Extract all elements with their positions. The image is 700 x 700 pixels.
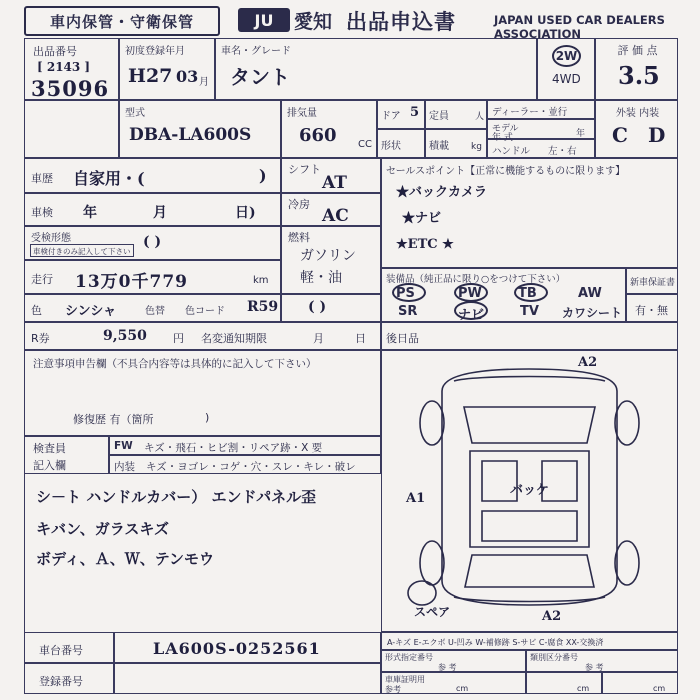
- color-cell: [24, 294, 281, 322]
- diagram-label-a1: A1: [406, 491, 426, 506]
- type-value: DBA-LA600S: [129, 125, 252, 145]
- mileage-cell: [24, 260, 281, 294]
- notice-day: 日: [355, 332, 366, 345]
- sales-point-line-1: ★バックカメラ: [396, 185, 488, 200]
- month-unit: 月: [199, 77, 209, 88]
- notice-month: 月: [313, 332, 324, 345]
- drive-4wd-label: 4WD: [552, 72, 581, 86]
- exterior-grade-value: C: [612, 123, 628, 147]
- drive-badge-text: 2W: [555, 49, 578, 63]
- load-unit: kg: [471, 142, 482, 152]
- interior-items: キズ・ヨゴレ・コゲ・穴・スレ・キレ・破レ: [146, 461, 356, 473]
- r-ticket-cell: [24, 322, 381, 350]
- exhibit-number-spacer: [24, 100, 119, 158]
- garage-dim-3-cell: [602, 672, 678, 694]
- garage-cert-label: 車庫証明用: [385, 675, 425, 684]
- notes-cell: [24, 350, 381, 436]
- storage-label: 車内保管・守衛保管: [49, 12, 194, 31]
- fw-items: キズ・飛石・ヒビ割・リペア跡・X 要: [144, 442, 323, 454]
- handwriting-line-3: ボディ、Ａ、Ｗ、テンモウ: [36, 550, 215, 568]
- registration-value-cell: [114, 663, 381, 694]
- inspection-note: 車検付きのみ記入して下さい: [33, 247, 131, 256]
- shape-label: 形状: [381, 141, 401, 152]
- repair-history-close: ): [205, 411, 210, 424]
- circle-navi: [454, 301, 488, 320]
- garage-unit-3: cm: [653, 684, 666, 693]
- color-code-value: R59: [247, 299, 279, 315]
- history-label: 車歴: [31, 172, 53, 185]
- chassis-value: LA600S-0252561: [153, 639, 321, 658]
- ju-logo: [238, 8, 290, 32]
- fuel-cell: [281, 226, 381, 294]
- exhibit-bracket-no: [ 2143 ]: [37, 60, 91, 74]
- model-grade-label: 車名・グレード: [221, 46, 291, 57]
- ju-logo-text: JU: [254, 10, 274, 30]
- sheet-header: [24, 6, 678, 41]
- sales-point-line-2: ★ナビ: [402, 211, 442, 226]
- handwriting-line-1: シ－ト ハンドルカバー） エンドパネル歪: [36, 488, 317, 506]
- inspection-type-paren: ( ): [143, 234, 162, 250]
- branch-name: 愛知: [294, 11, 333, 33]
- chassis-value-cell: [114, 632, 381, 663]
- ac-label: 冷房: [288, 198, 310, 211]
- doors-value: 5: [410, 105, 420, 120]
- history-cell: [24, 158, 281, 193]
- inspector-fw-cell: [109, 436, 381, 455]
- equipment-leather: カワシート: [562, 306, 623, 320]
- garage-cert-sub: 参考: [385, 685, 401, 694]
- car-diagram-cell: [381, 350, 678, 632]
- class-designation-ref: 参 考: [585, 663, 604, 672]
- color-code-label: 色コード: [185, 306, 225, 317]
- r-ticket-label: R券: [31, 332, 50, 345]
- storage-box: [24, 6, 220, 36]
- fuel-extra-cell: [281, 294, 381, 322]
- score-cell: [595, 38, 678, 100]
- inspection-month: 月: [153, 205, 167, 221]
- displacement-label: 排気量: [287, 108, 317, 119]
- drive-badge: [552, 45, 581, 67]
- color-label: 色: [31, 304, 42, 317]
- sales-point-line-3: ★ETC ★: [396, 237, 454, 252]
- grade-label: 外装 内装: [615, 108, 660, 119]
- legend-cell: [381, 632, 678, 650]
- doors-cell: [377, 100, 425, 129]
- shape-designation-label: 形式指定番号: [385, 653, 433, 662]
- inspection-label: 車検: [31, 206, 53, 219]
- inspector-interior-cell: [109, 455, 381, 474]
- equipment-ps: PS: [396, 286, 415, 301]
- capacity-cell: [425, 100, 487, 129]
- year-label: 年 式: [492, 133, 513, 143]
- repair-history-label: 修復歴 有（箇所: [73, 413, 154, 426]
- inspection-type-label: 受検形態: [31, 233, 71, 244]
- notes-label: 注意事項申告欄（不具合内容等は具体的に記入して下さい）: [33, 358, 317, 370]
- history-value: 自家用・(: [73, 169, 145, 188]
- handle-label: ハンドル: [492, 146, 531, 157]
- later-items-label: 後日品: [386, 332, 419, 345]
- type-label: 型式: [125, 108, 145, 119]
- fuel-diesel: 軽・油: [300, 270, 342, 286]
- chassis-label: 車台番号: [39, 644, 83, 657]
- inspection-year: 年: [83, 205, 97, 221]
- diagram-label-a2-bottom: A2: [542, 609, 562, 624]
- handwriting-line-2: キバン、ガラスキズ: [36, 520, 170, 538]
- legend-text: A-キズ E-エクボ U-凹み W-補修跡 S-サビ C-腐食 XX-交換済: [387, 638, 604, 647]
- shape-cell: [377, 129, 425, 158]
- score-label: 評 価 点: [617, 44, 658, 57]
- drive-cell: [537, 38, 595, 100]
- association-name: JAPAN USED CAR DEALERS ASSOCIATION: [494, 13, 665, 41]
- first-registration-month: 03: [176, 67, 199, 86]
- warranty-value: 有・無: [635, 304, 668, 317]
- score-value: 3.5: [618, 61, 660, 90]
- equipment-sr: SR: [398, 304, 418, 319]
- load-label: 積載: [429, 141, 449, 152]
- garage-cert-cell: [381, 672, 526, 694]
- diagram-label-a2-top: A2: [578, 355, 598, 370]
- shape-designation-ref: 参 考: [438, 663, 457, 672]
- interior-label: 内装: [114, 461, 135, 473]
- fw-label: FW: [114, 440, 133, 452]
- class-designation-label: 類別区分番号: [530, 653, 578, 662]
- warranty-value-cell: [626, 294, 678, 322]
- handle-cell: [487, 139, 595, 158]
- inspection-day: 日): [235, 205, 256, 221]
- mileage-value: 13万0千779: [75, 272, 188, 292]
- handle-value: 左・右: [548, 146, 577, 157]
- fuel-gasoline: ガソリン: [300, 248, 356, 264]
- displacement-unit: CC: [358, 139, 372, 150]
- sales-point-label: セールスポイント【正常に機能するものに限ります】: [386, 166, 626, 177]
- registration-label: 登録番号: [39, 675, 83, 688]
- equipment-tb: ТВ: [518, 286, 537, 301]
- dealer-cell: [487, 100, 595, 119]
- sales-point-cell: [381, 158, 678, 268]
- inspector-label-2: 記入欄: [33, 459, 66, 472]
- circle-pw: [454, 283, 488, 302]
- class-designation-cell: [526, 650, 678, 672]
- equipment-pw: PW: [458, 286, 482, 301]
- model-grade-cell: [215, 38, 537, 100]
- registration-label-cell: [24, 663, 114, 694]
- type-cell: [119, 100, 281, 158]
- capacity-label: 定員: [429, 111, 449, 122]
- ac-value: AC: [322, 206, 349, 226]
- equipment-navi: ナビ: [458, 308, 485, 323]
- equipment-tv: TV: [520, 304, 539, 319]
- capacity-unit: 人: [475, 112, 485, 122]
- r-ticket-value: 9,550: [103, 328, 147, 344]
- inspection-cell: [24, 193, 281, 226]
- exhibit-number-label: 出品番号: [33, 45, 77, 58]
- equipment-label: 装備品（純正品に限り○をつけて下さい）: [386, 274, 566, 285]
- dealer-label: ディーラー・並行: [492, 107, 568, 118]
- color-change-label: 色替: [145, 306, 165, 317]
- sheet-title: 出品申込書: [346, 10, 456, 34]
- exhibit-number-value: 35096: [31, 76, 110, 101]
- shift-cell: [281, 158, 381, 193]
- circle-ps: [392, 283, 426, 302]
- doors-label: ドア: [381, 111, 401, 122]
- later-items-cell: [381, 322, 678, 350]
- shift-label: シフト: [288, 163, 321, 176]
- exhibit-number-cell: [24, 38, 119, 100]
- mileage-unit: km: [253, 275, 269, 286]
- mileage-label: 走行: [31, 273, 53, 286]
- warranty-label: 新車保証書: [630, 278, 676, 288]
- shape-designation-cell: [381, 650, 526, 672]
- load-cell: [425, 129, 487, 158]
- model-year-cell: [487, 119, 595, 143]
- history-close: ): [259, 166, 267, 185]
- interior-grade-value: D: [648, 123, 666, 147]
- inspection-type-cell: [24, 226, 281, 260]
- first-registration-era: H27: [128, 65, 173, 87]
- first-registration-label: 初度登録年月: [125, 46, 185, 57]
- inspector-label-cell: [24, 436, 109, 474]
- warranty-label-cell: [626, 268, 678, 294]
- ac-cell: [281, 193, 381, 226]
- notice-label: 名変通知期限: [201, 332, 267, 345]
- diagram-label-bonnet: バッケ: [510, 483, 550, 498]
- equipment-aw: AW: [578, 286, 602, 301]
- equipment-cell: [381, 268, 626, 322]
- r-ticket-unit: 円: [173, 332, 184, 345]
- chassis-label-cell: [24, 632, 114, 663]
- garage-dim-2-cell: [526, 672, 602, 694]
- garage-unit-2: cm: [577, 684, 590, 693]
- circle-tb: [514, 283, 548, 302]
- handwriting-area: [24, 474, 381, 632]
- model-label: モデル: [492, 124, 519, 134]
- color-value: シンシャ: [65, 304, 117, 319]
- fuel-extra-paren: ( ): [308, 299, 327, 315]
- year-unit: 年: [576, 129, 586, 139]
- displacement-cell: [281, 100, 377, 158]
- inspection-note-box: [30, 244, 134, 257]
- garage-unit-1: cm: [456, 684, 469, 693]
- first-registration-cell: [119, 38, 215, 100]
- diagram-label-spare: スペア: [414, 605, 451, 619]
- model-grade-value: タント: [230, 65, 290, 89]
- grade-cell: [595, 100, 678, 158]
- shift-value: AT: [322, 173, 347, 193]
- fuel-label: 燃料: [288, 231, 310, 244]
- displacement-value: 660: [299, 125, 337, 146]
- inspector-label-1: 検査員: [33, 442, 66, 455]
